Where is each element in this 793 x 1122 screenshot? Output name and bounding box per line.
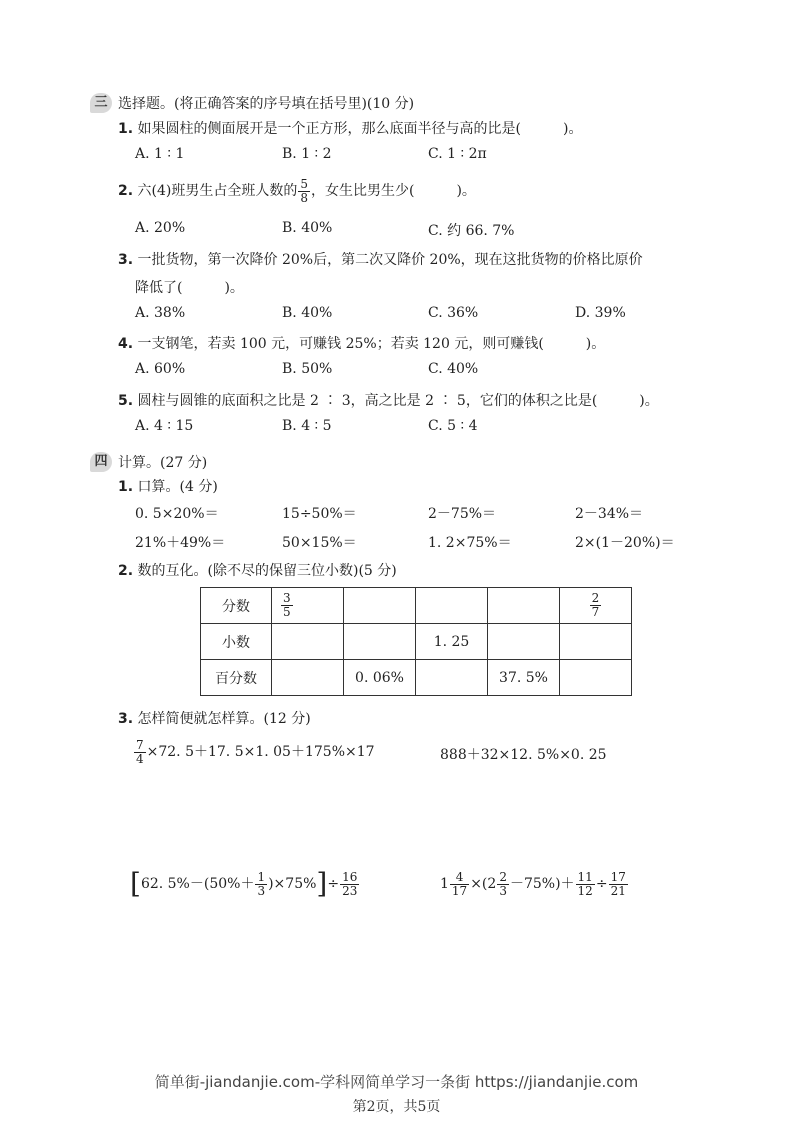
question-text: 如果圆柱的侧面展开是一个正方形，那么底面半径与高的比是( )。: [137, 121, 583, 137]
question-5: [118, 390, 659, 410]
option-c: C. 5 ∶ 4: [428, 418, 478, 434]
table-cell: [272, 624, 344, 660]
oral-item: 21%＋49%＝: [135, 535, 226, 551]
row-header: 百分数: [201, 660, 272, 696]
question-text: 数的互化。(除不尽的保留三位小数)(5 分): [137, 563, 397, 579]
option-a: A. 1 ∶ 1: [135, 146, 185, 162]
option-b: B. 4 ∶ 5: [282, 418, 332, 434]
question-number: 3.: [118, 711, 134, 727]
fraction: [281, 592, 293, 619]
numerator: 1: [257, 869, 266, 884]
numerator: 4: [450, 871, 469, 885]
oral-item: 15÷50%＝: [282, 506, 357, 522]
oral-item: 2－75%＝: [428, 506, 497, 522]
fraction: [134, 739, 146, 766]
option-b: B. 40%: [282, 305, 333, 321]
question-text: 口算。(4 分): [137, 479, 218, 495]
question-2: [118, 176, 476, 206]
fraction: [590, 592, 602, 619]
option-a: A. 4 ∶ 15: [135, 418, 194, 434]
fraction: [609, 871, 628, 898]
question-number: 1.: [118, 479, 134, 495]
question-number: 3.: [118, 252, 134, 268]
question-text-cont: ，女生比男生少( )。: [311, 183, 476, 199]
question-4: [118, 333, 605, 353]
fraction: [450, 871, 469, 898]
oral-item: 0. 5×20%＝: [135, 506, 219, 522]
expression-3: [130, 866, 360, 902]
table-cell: 1. 25: [416, 624, 488, 660]
question-number: 4.: [118, 336, 134, 352]
row-header: 小数: [201, 624, 272, 660]
expression-text: ×(2: [470, 876, 497, 892]
oral-item: 50×15%＝: [282, 535, 357, 551]
subquestion-1: [118, 476, 218, 496]
table-row: [201, 624, 632, 660]
table-cell: [560, 588, 632, 624]
question-text: 怎样简便就怎样算。(12 分): [137, 711, 311, 727]
table-row: [201, 660, 632, 696]
option-b: B. 1 ∶ 2: [282, 146, 332, 162]
subquestion-3: [118, 708, 311, 728]
option-b: B. 40%: [282, 220, 333, 236]
footer-site: 简单街-jiandanjie.com-学科网简单学习一条街 https://jiandanjie.com: [154, 1073, 639, 1091]
fraction: [298, 178, 310, 205]
numerator: 3: [283, 591, 291, 605]
table-cell: [272, 588, 344, 624]
question-3: [118, 249, 643, 269]
table-cell: [560, 660, 632, 696]
question-number: 1.: [118, 121, 134, 137]
denominator: 7: [591, 605, 600, 619]
option-c: C. 约 66. 7%: [428, 223, 515, 239]
denominator: 17: [451, 883, 468, 898]
question-number: 5.: [118, 393, 134, 409]
option-c: C. 40%: [428, 361, 479, 377]
numerator: 2: [591, 591, 600, 605]
expression-text: 62. 5%－(50%＋: [140, 876, 255, 892]
option-b: B. 50%: [282, 361, 333, 377]
table-cell: [416, 660, 488, 696]
section-title: 计算。(27 分): [118, 455, 208, 471]
question-number: 2.: [118, 563, 134, 579]
question-text: 一批货物，第一次降价 20%后，第二次又降价 20%，现在这批货物的价格比原价: [137, 252, 643, 268]
denominator: 5: [283, 605, 291, 619]
table-cell: [488, 624, 560, 660]
numerator: 16: [342, 869, 358, 884]
oral-item: 2×(1－20%)＝: [575, 535, 675, 551]
section-title: 选择题。(将正确答案的序号填在括号里)(10 分): [118, 96, 415, 112]
whole-number: 1: [440, 876, 449, 892]
option-a: A. 38%: [135, 305, 186, 321]
option-d: D. 39%: [575, 305, 626, 321]
denominator: 3: [257, 883, 266, 898]
table-cell: [344, 588, 416, 624]
table-cell: 0. 06%: [344, 660, 416, 696]
option-c: C. 1 ∶ 2π: [428, 146, 487, 162]
table-cell: [560, 624, 632, 660]
denominator: 23: [342, 883, 358, 898]
option-c: C. 36%: [428, 305, 479, 321]
expression-text: ×72. 5＋17. 5×1. 05＋175%×17: [146, 744, 375, 760]
oral-item: 1. 2×75%＝: [428, 535, 512, 551]
numerator: 17: [610, 869, 626, 884]
option-a: A. 20%: [135, 220, 186, 236]
table-row: [201, 588, 632, 624]
expression-2: 888＋32×12. 5%×0. 25: [440, 747, 607, 763]
numerator: 7: [136, 737, 144, 752]
denominator: 8: [300, 190, 308, 205]
question-1: [118, 118, 582, 138]
divide-sign: ÷: [327, 876, 340, 892]
expression-text: )×75%: [268, 876, 317, 892]
subquestion-2: [118, 560, 397, 580]
numerator: 11: [577, 869, 593, 884]
question-number: 2.: [118, 183, 134, 199]
left-bracket: [: [130, 867, 141, 900]
fraction: [576, 871, 595, 898]
page-number: 第2页，共5页: [352, 1099, 441, 1115]
denominator: 3: [499, 883, 507, 898]
table-cell: 37. 5%: [488, 660, 560, 696]
expression-4: [440, 866, 629, 902]
expression-1: [133, 735, 375, 769]
option-a: A. 60%: [135, 361, 186, 377]
question-text: 圆柱与圆锥的底面积之比是 2 ∶ 3，高之比是 2 ∶ 5，它们的体积之比是( )。: [137, 393, 659, 409]
question-text-cont: 降低了( )。: [135, 280, 244, 296]
denominator: 4: [136, 751, 144, 766]
fraction: [255, 871, 267, 898]
denominator: 12: [577, 883, 593, 898]
row-header: 分数: [201, 588, 272, 624]
table-cell: [416, 588, 488, 624]
fraction: [497, 871, 509, 898]
table-cell: [344, 624, 416, 660]
denominator: 21: [610, 883, 626, 898]
table-cell: [488, 588, 560, 624]
question-text: 六(4)班男生占全班人数的: [137, 183, 298, 199]
question-text: 一支钢笔，若卖 100 元，可赚钱 25%；若卖 120 元，则可赚钱( )。: [137, 336, 606, 352]
divide-sign: ÷: [595, 876, 608, 892]
table-cell: [272, 660, 344, 696]
numerator: 5: [300, 176, 308, 191]
expression-text: －75%)＋: [509, 876, 575, 892]
oral-item: 2－34%＝: [575, 506, 644, 522]
section-badge: 四: [90, 452, 112, 472]
right-bracket: ]: [316, 867, 328, 900]
numerator: 2: [499, 869, 507, 884]
fraction: [340, 871, 359, 898]
conversion-table: [200, 587, 632, 696]
section-badge: 三: [90, 93, 112, 113]
